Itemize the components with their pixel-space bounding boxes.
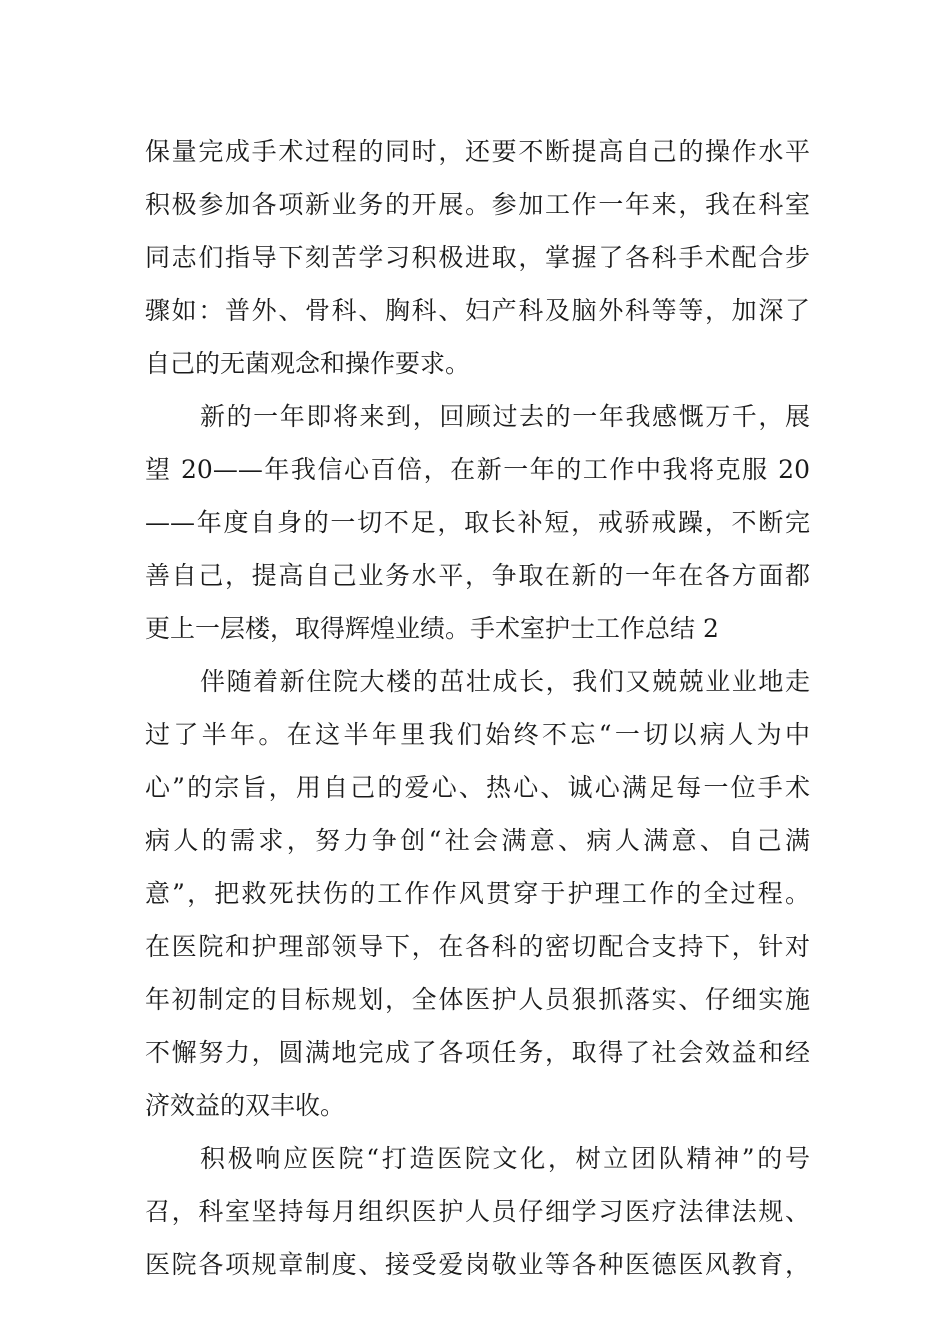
paragraph-line: 济效益的双丰收。 xyxy=(145,1091,346,1120)
paragraph-line: 自己的无菌观念和操作要求。 xyxy=(145,349,471,378)
paragraph-line: 在医院和护理部领导下，在各科的密切配合支持下，针对 xyxy=(145,932,810,961)
paragraph-line: 医院各项规章制度、接受爱岗敬业等各种医德医风教育， xyxy=(145,1250,810,1279)
paragraph-line: 意”，把救死扶伤的工作作风贯穿于护理工作的全过程。 xyxy=(145,879,810,908)
paragraph-line: 心”的宗旨，用自己的爱心、热心、诚心满足每一位手术 xyxy=(145,773,810,802)
paragraph-line: 善自己，提高自己业务水平，争取在新的一年在各方面都 xyxy=(145,561,810,590)
paragraph-line: 更上一层楼，取得辉煌业绩。手术室护士工作总结 2 xyxy=(145,614,719,643)
paragraph-line: 积极参加各项新业务的开展。参加工作一年来，我在科室 xyxy=(145,190,810,219)
paragraph-line: 新的一年即将来到，回顾过去的一年我感慨万千，展 xyxy=(200,402,810,431)
paragraph-line: 不懈努力，圆满地完成了各项任务，取得了社会效益和经 xyxy=(145,1038,810,1067)
paragraph-line: 过了半年。在这半年里我们始终不忘“一切以病人为中 xyxy=(145,720,810,749)
paragraph-line: 召，科室坚持每月组织医护人员仔细学习医疗法律法规、 xyxy=(145,1197,810,1226)
paragraph-line: 伴随着新住院大楼的茁壮成长，我们又兢兢业业地走 xyxy=(200,667,810,696)
paragraph-line: 保量完成手术过程的同时，还要不断提高自己的操作水平 xyxy=(145,137,810,166)
paragraph-line: 年初制定的目标规划，全体医护人员狠抓落实、仔细实施 xyxy=(145,985,810,1014)
paragraph-line: 骤如：普外、骨科、胸科、妇产科及脑外科等等，加深了 xyxy=(145,296,810,325)
paragraph-line: 病人的需求，努力争创“社会满意、病人满意、自己满 xyxy=(145,826,810,855)
paragraph-line: 望 20——年我信心百倍，在新一年的工作中我将克服 20 xyxy=(145,455,810,484)
document-body xyxy=(145,125,810,1291)
paragraph-line: 同志们指导下刻苦学习积极进取，掌握了各科手术配合步 xyxy=(145,243,810,272)
paragraph-line: ——年度自身的一切不足，取长补短，戒骄戒躁，不断完 xyxy=(145,508,810,537)
paragraph-line: 积极响应医院“打造医院文化，树立团队精神”的号 xyxy=(200,1144,810,1173)
